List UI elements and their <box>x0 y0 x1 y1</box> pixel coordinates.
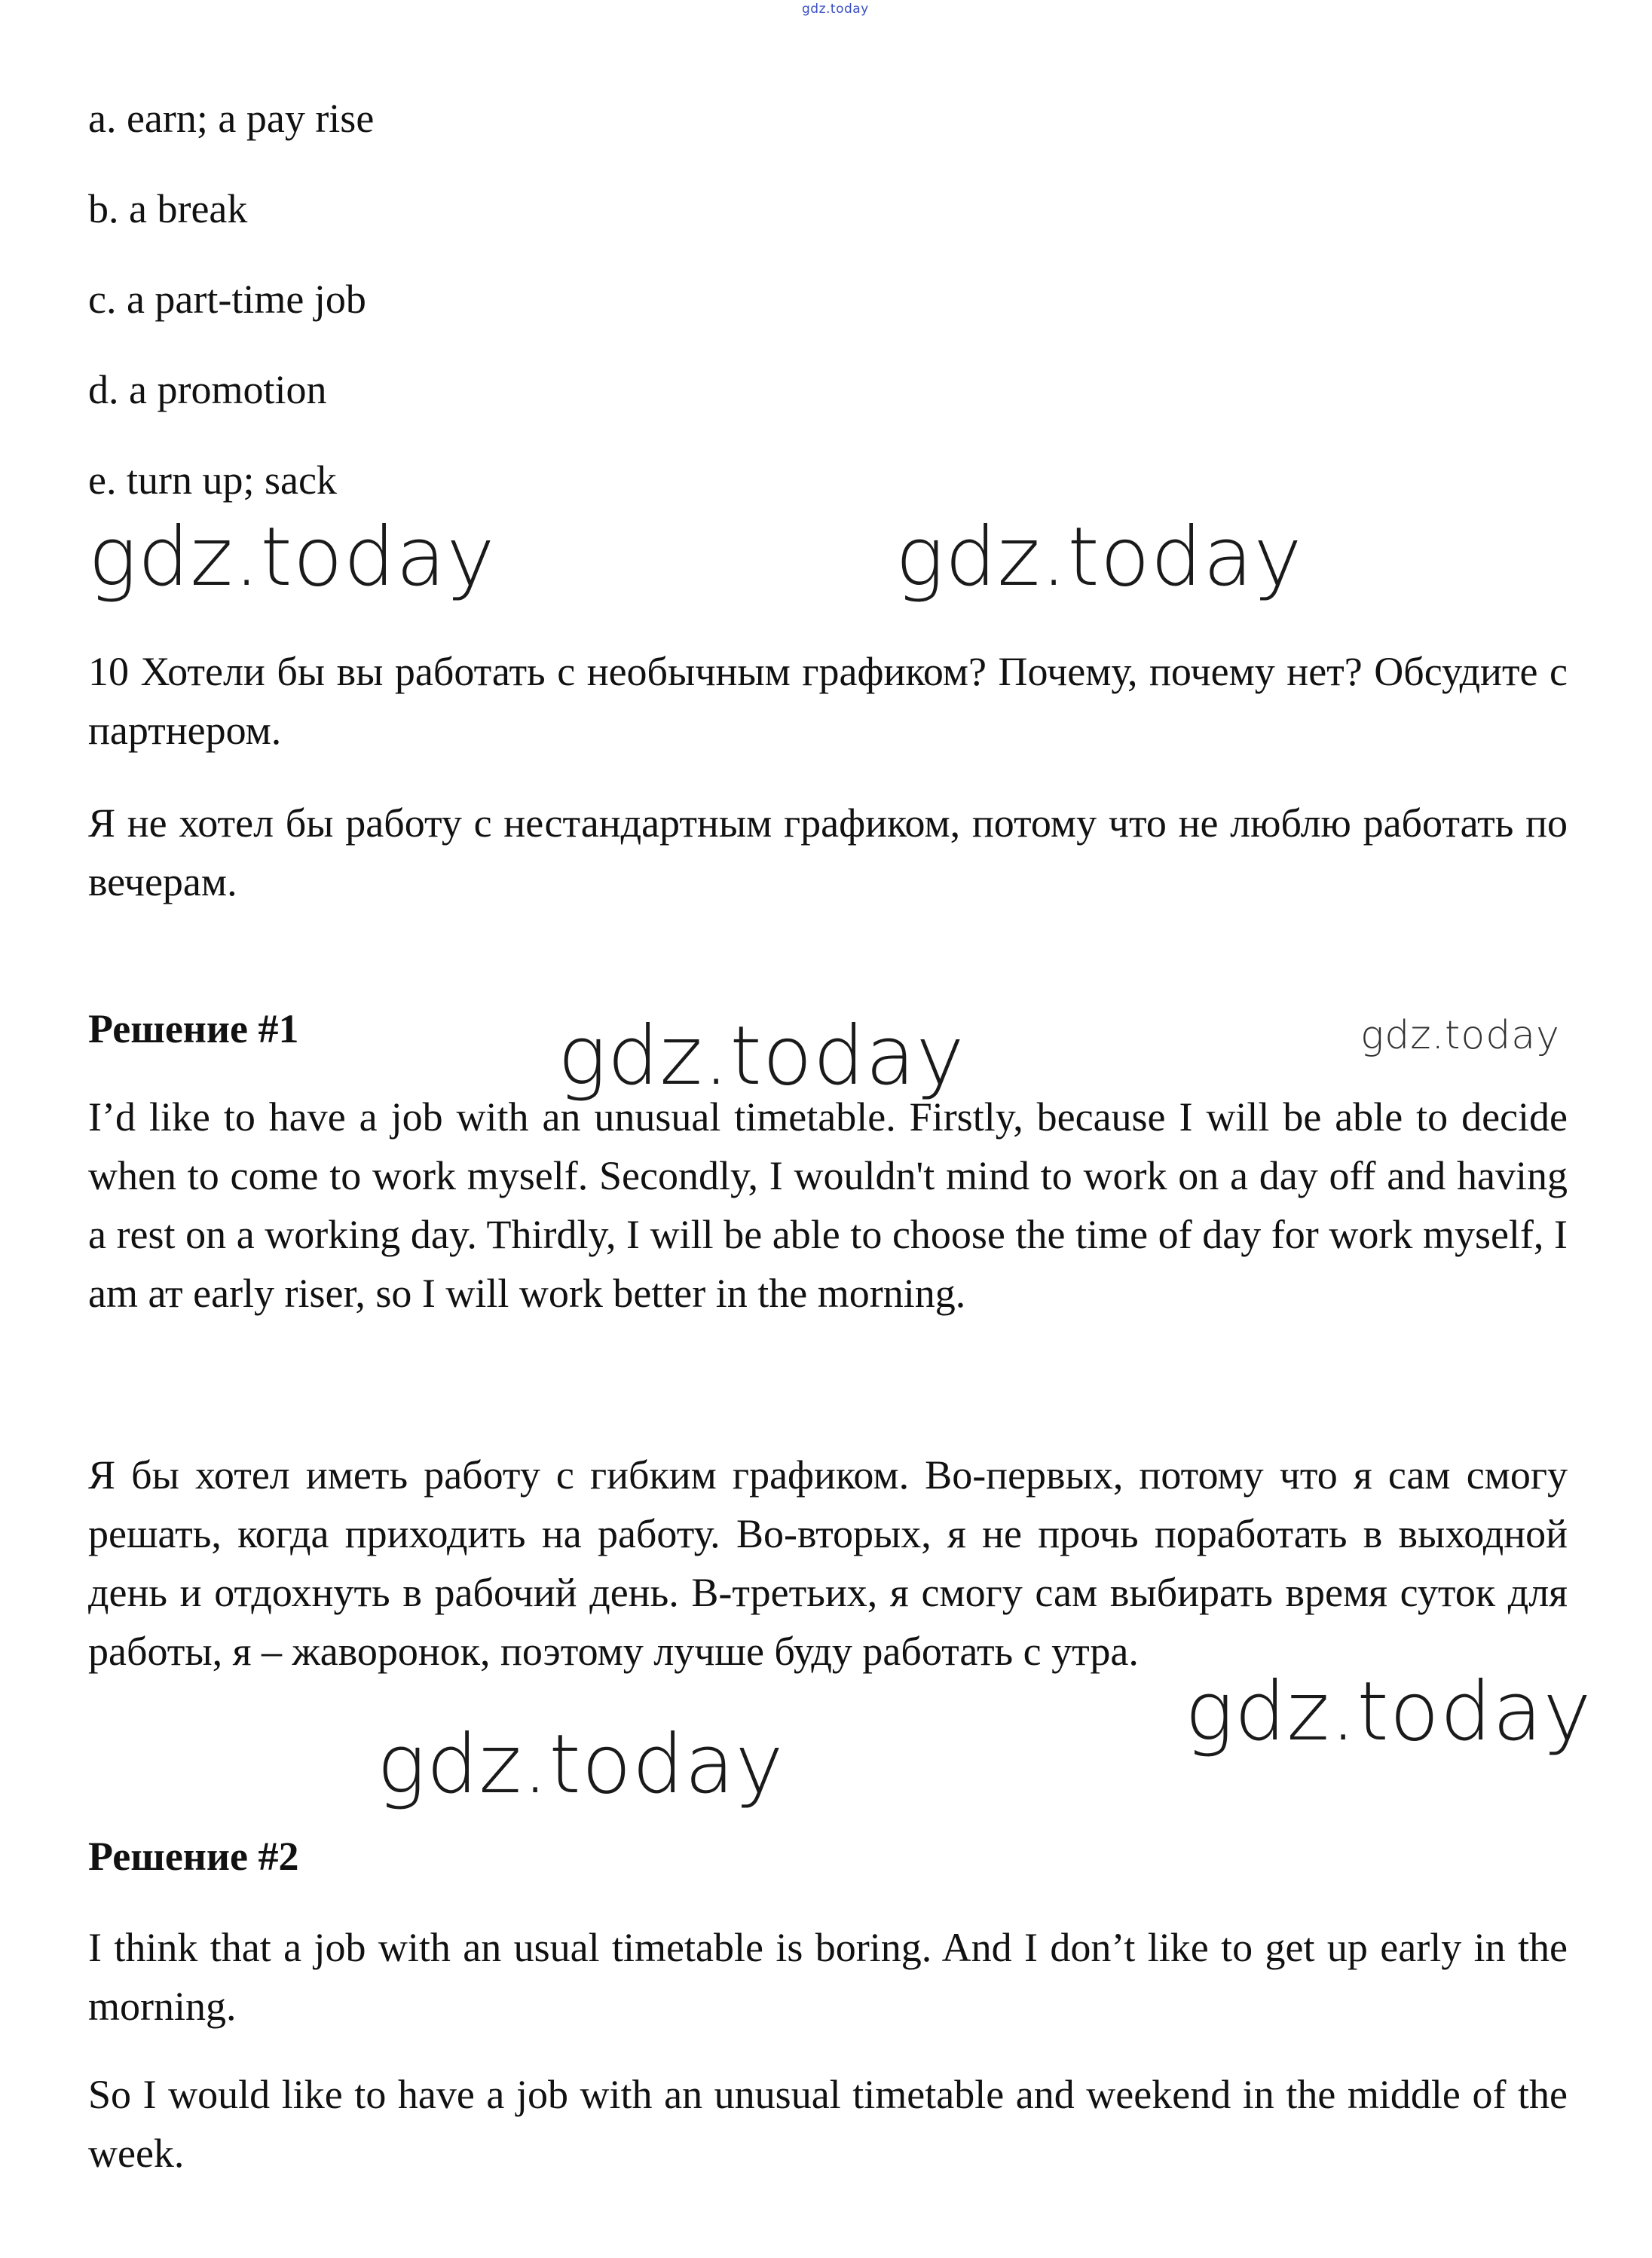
answer-item-e: e. turn up; sack <box>88 457 337 503</box>
watermark: gdz.today <box>1185 1665 1592 1759</box>
solution-2-paragraph-1: I think that a job with an usual timetable is boring. And I don’t like to get up early in the morning. <box>88 1925 1568 2029</box>
task-10-answer: Я не хотел бы работу с нестандартным графиком, потому что не люблю работать по вечерам. <box>88 800 1568 904</box>
answer-item-a: a. earn; a pay rise <box>88 96 375 141</box>
answer-item-c: c. a part-time job <box>88 277 366 322</box>
task-10-question: 10 Хотели бы вы работать с необычным графиком? Почему, почему нет? Обсудите с партнером. <box>88 649 1568 753</box>
header-source-mark: gdz.today <box>802 2 869 17</box>
watermark: gdz.today <box>377 1718 785 1812</box>
watermark: gdz.today <box>558 1009 965 1103</box>
answer-item-d: d. a promotion <box>88 367 327 412</box>
watermark: gdz.today <box>895 510 1303 604</box>
answer-item-b: b. a break <box>88 186 248 231</box>
answer-list <box>88 95 1565 547</box>
watermark: gdz.today <box>88 510 496 604</box>
watermark: gdz.today <box>1360 1013 1560 1058</box>
solution-1-russian-text: Я бы хотел иметь работу с гибким графиком. Во-первых, потому что я сам смогу решать, когда приходить на работу. Во-вторых, я не прочь поработать в выходной день и отдохнуть в рабочий день. В-третьих, я смогу сам выбирать время суток для работы, я – жаворонок, поэтому лучше буду работать с утра. <box>88 1452 1568 1674</box>
solution-1-english-text: I’d like to have a job with an unusual timetable. Firstly, because I will be able to decide when to come to work myself. Secondly, I wouldn't mind to work on a day off and having a rest on a working day. Thirdly, I will be able to choose the time of day for work myself, I am ат early riser, so I will work better in the morning. <box>88 1094 1568 1316</box>
solution-1-heading: Решение #1 <box>88 1006 299 1051</box>
solution-2-paragraph-2: So I would like to have a job with an unusual timetable and weekend in the middle of the week. <box>88 2072 1568 2176</box>
solution-2-heading: Решение #2 <box>88 1834 299 1879</box>
